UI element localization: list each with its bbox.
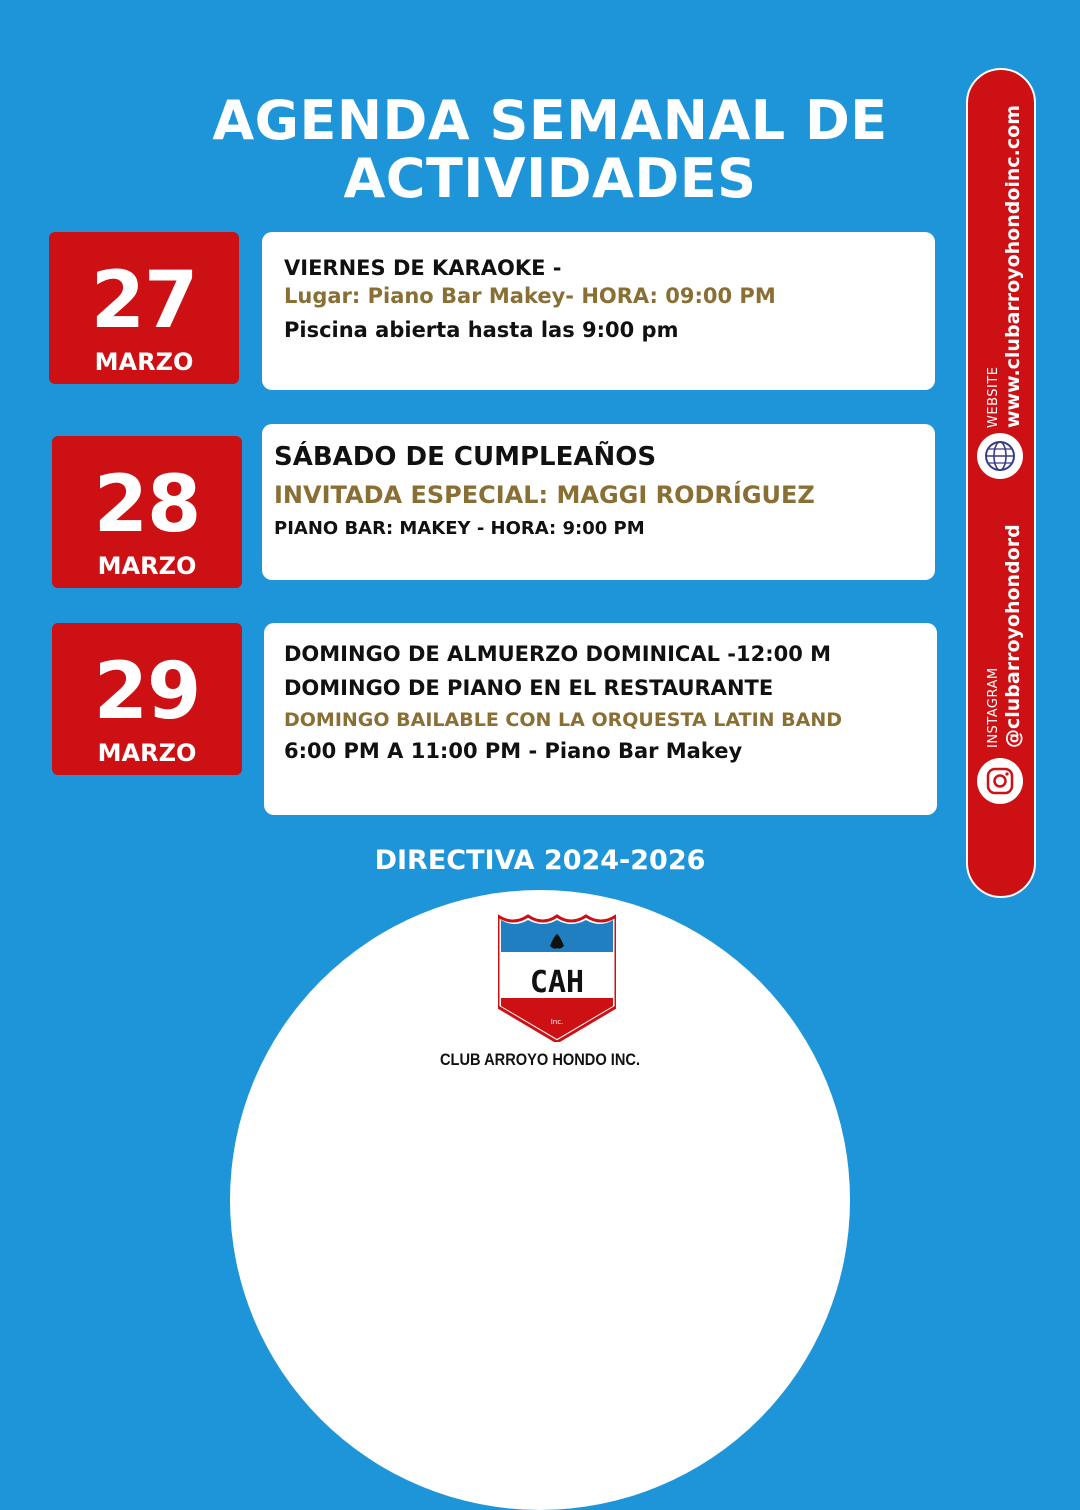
date-day: 29 (93, 647, 201, 737)
event-line: DOMINGO DE PIANO EN EL RESTAURANTE (284, 676, 774, 700)
globe-icon (977, 433, 1023, 479)
date-box-27 (49, 232, 239, 384)
date-box-28 (52, 436, 242, 588)
svg-text:Inc.: Inc. (550, 1018, 564, 1026)
event-note: Piscina abierta hasta las 9:00 pm (284, 318, 679, 342)
event-line: 6:00 PM A 11:00 PM - Piano Bar Makey (284, 739, 743, 763)
website-label: WEBSITE (986, 366, 1001, 428)
website-url[interactable]: www.clubarroyohondoinc.com (1002, 104, 1024, 428)
date-box-29 (52, 623, 242, 775)
event-location: PIANO BAR: MAKEY - HORA: 9:00 PM (274, 518, 645, 539)
title-line-2: ACTIVIDADES (343, 147, 757, 210)
date-month: MARZO (97, 739, 197, 767)
club-name: CLUB ARROYO HONDO INC. (439, 1050, 641, 1069)
event-title: VIERNES DE KARAOKE - (284, 256, 562, 280)
event-card-29 (264, 623, 937, 815)
event-card-27 (262, 232, 935, 390)
instagram-label: INSTAGRAM (986, 667, 1001, 748)
date-month: MARZO (97, 552, 197, 580)
event-title: SÁBADO DE CUMPLEAÑOS (274, 442, 657, 472)
event-line-highlight: DOMINGO BAILABLE CON LA ORQUESTA LATIN BAND (284, 709, 843, 731)
date-month: MARZO (94, 348, 194, 376)
directiva-label: DIRECTIVA 2024-2026 (374, 845, 706, 876)
svg-text:CAH: CAH (529, 965, 585, 1000)
club-logo (498, 912, 616, 1046)
date-day: 28 (93, 460, 201, 550)
page-title (110, 89, 990, 210)
camera-icon (977, 758, 1023, 804)
title-line-1: AGENDA SEMANAL DE (212, 89, 888, 152)
event-location: Lugar: Piano Bar Makey- HORA: 09:00 PM (284, 284, 776, 308)
contact-sidebar (966, 68, 1036, 898)
event-line: DOMINGO DE ALMUERZO DOMINICAL -12:00 M (284, 642, 832, 666)
instagram-handle[interactable]: @clubarroyohondord (1002, 524, 1024, 748)
event-card-28 (262, 424, 935, 580)
event-guest: INVITADA ESPECIAL: MAGGI RODRÍGUEZ (274, 481, 815, 509)
date-day: 27 (90, 256, 198, 346)
